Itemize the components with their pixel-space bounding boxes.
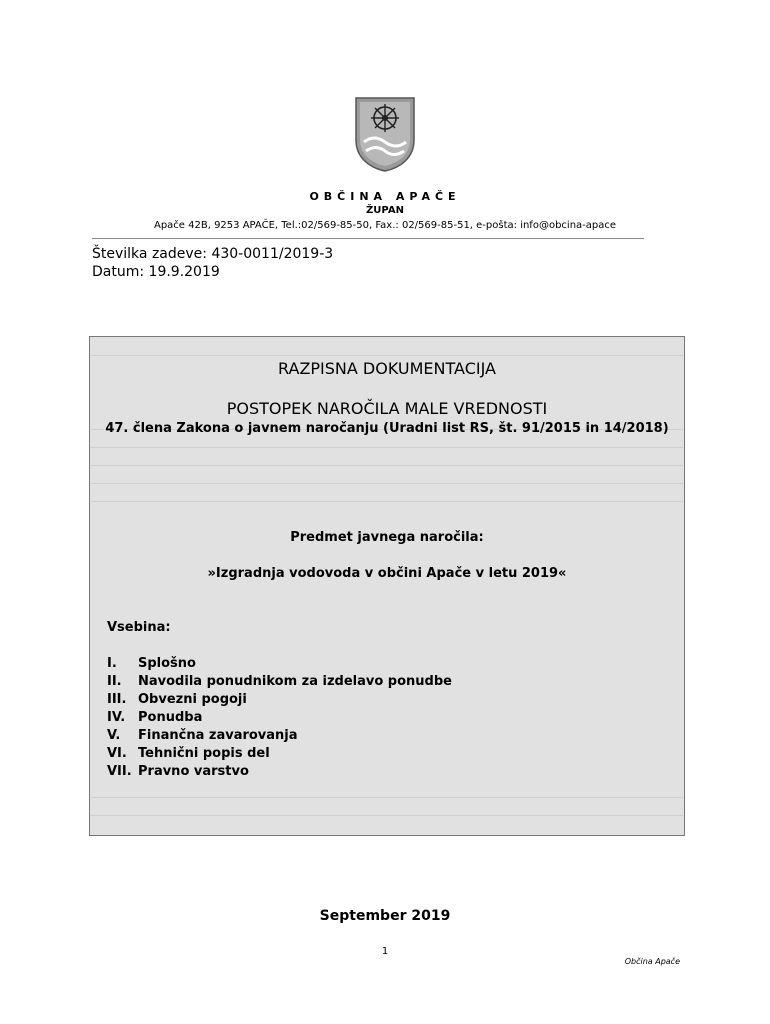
list-item: II. Navodila ponudnikom za izdelavo ponudbe	[107, 674, 452, 689]
box-divider	[91, 815, 683, 816]
page-number: 1	[381, 946, 389, 957]
contents-heading: Vsebina:	[107, 620, 171, 635]
box-divider	[91, 447, 683, 448]
box-divider	[91, 465, 683, 466]
case-number-line	[92, 246, 333, 262]
legal-basis: 47. člena Zakona o javnem naročanju (Uradni list RS, št. 91/2015 in 14/2018)	[105, 421, 669, 436]
date-line	[92, 264, 220, 280]
subject-title: »Izgradnja vodovoda v občini Apače v letu 2019«	[207, 566, 567, 581]
date-label: Datum:	[92, 264, 145, 280]
list-item: III. Obvezni pogoji	[107, 692, 247, 707]
box-divider	[91, 797, 683, 798]
municipality-name: OBČINA APAČE	[309, 190, 461, 203]
box-divider	[91, 501, 683, 502]
title-box	[89, 336, 685, 836]
document-date: 19.9.2019	[148, 264, 220, 280]
subject-label: Predmet javnega naročila:	[290, 530, 484, 545]
footer-date: September 2019	[319, 908, 451, 924]
case-number: 430-0011/2019-3	[211, 246, 334, 262]
contents-list	[107, 655, 452, 781]
municipality-crest	[354, 96, 416, 172]
document-title: RAZPISNA DOKUMENTACIJA	[278, 359, 496, 378]
mayor-label: ŽUPAN	[366, 205, 404, 216]
list-item: IV. Ponudba	[107, 710, 203, 725]
procedure-title: POSTOPEK NAROČILA MALE VREDNOSTI	[226, 399, 548, 418]
list-item: VI. Tehnični popis del	[107, 746, 270, 761]
box-divider	[91, 483, 683, 484]
address-line: Apače 42B, 9253 APAČE, Tel.:02/569-85-50, Fax.: 02/569-85-51, e-pošta: info@obcina-apace	[153, 220, 617, 231]
footer-organization: Občina Apače	[624, 957, 680, 966]
list-item: VII. Pravno varstvo	[107, 764, 249, 779]
box-divider	[91, 355, 683, 356]
case-number-label: Številka zadeve:	[92, 246, 207, 262]
list-item: I. Splošno	[107, 656, 196, 671]
header-divider	[92, 238, 644, 239]
list-item: V. Finančna zavarovanja	[107, 728, 298, 743]
